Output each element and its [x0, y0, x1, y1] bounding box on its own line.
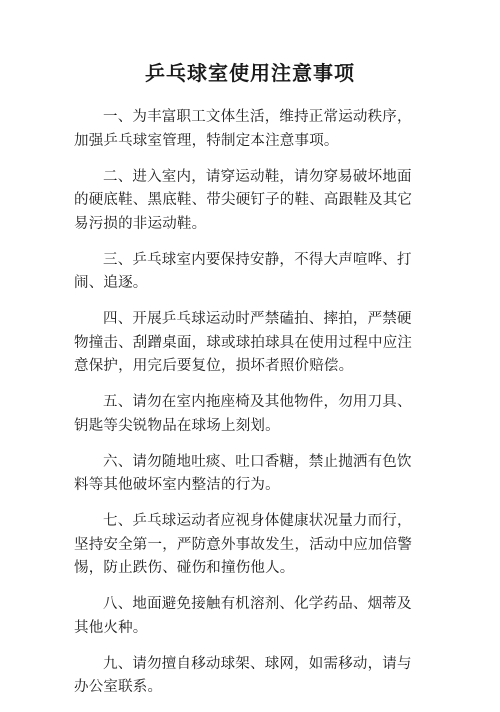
rule-item: 七、乒乓球运动者应视身体健康状况量力而行，坚持安全第一，严防意外事故发生，活动中应加倍警惕，防止跌伤、碰伤和撞伤他人。 [74, 513, 413, 576]
rule-item: 一、为丰富职工文体生活，维持正常运动秩序，加强乒乓球室管理，特制定本注意事项。 [74, 109, 412, 149]
rule-item: 五、请勿在室内拖座椅及其他物件，勿用刀具、钥匙等尖锐物品在球场上刻划。 [74, 394, 412, 434]
rule-item: 二、进入室内，请穿运动鞋，请勿穿易破坏地面的硬底鞋、黑底鞋、带尖硬钉子的鞋、高跟鞋及其它易污损的非运动鞋。 [74, 168, 413, 232]
rule-item: 三、乒乓球室内要保持安静，不得大声喧哗、打闹、追逐。 [74, 251, 412, 291]
rule-item: 四、开展乒乓球运动时严禁磕拍、摔拍，严禁硬物撞击、刮蹭桌面，球或球拍球具在使用过程中应注意保护，用完后要复位，损坏者照价赔偿。 [74, 311, 413, 374]
rule-item: 九、请勿擅自移动球架、球网，如需移动，请与办公室联系。 [74, 655, 412, 695]
document-title: 乒乓球室使用注意事项 [145, 61, 355, 85]
rule-item: 八、地面避免接触有机溶剂、化学药品、烟蒂及其他火种。 [74, 596, 412, 636]
rules-list [74, 106, 426, 712]
rule-item: 六、请勿随地吐痰、吐口香糖，禁止抛洒有色饮料等其他破坏室内整洁的行为。 [74, 453, 412, 493]
